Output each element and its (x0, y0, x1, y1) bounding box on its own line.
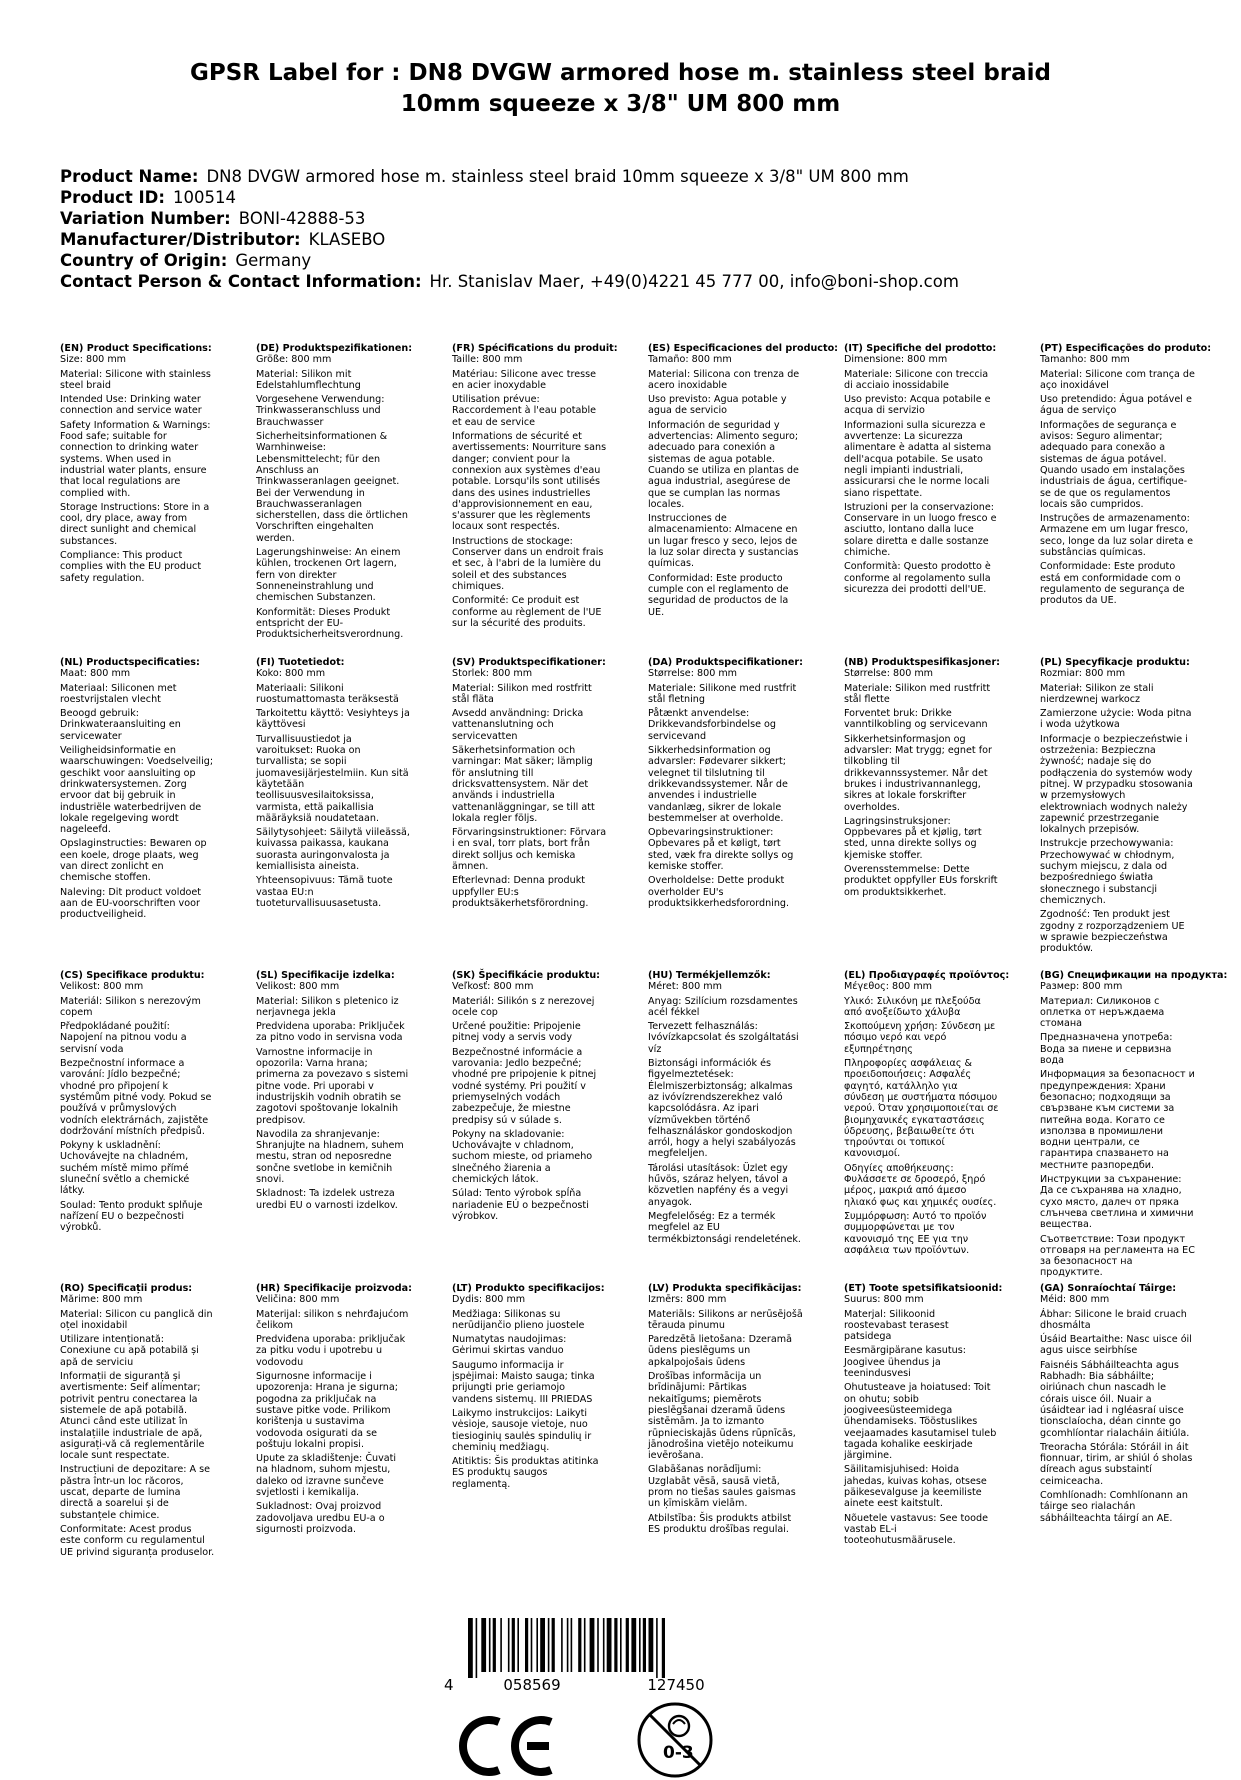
spec-line: Συμμόρφωση: Αυτό το προϊόν συμμορφώνεται με τον κανονισμό της ΕΕ για την ασφάλεια των προϊόντων. (844, 1210, 987, 1256)
spec-line: Yhteensopivuus: Tämä tuote vastaa EU:n tuoteturvallisuusasetusta. (256, 875, 393, 909)
spec-line: Conformidade: Este produto está em conformidade com o regulamento de segurança de produtos da UE. (1040, 561, 1185, 607)
spec-line: Matériau: Silicone avec tresse en acier inoxydable (452, 368, 597, 391)
barcode-bar (656, 1618, 658, 1678)
ean-barcode (440, 1614, 740, 1694)
spec-line: Οδηγίες αποθήκευσης: Φυλάσσετε σε δροσερό, ξηρό μέρος, μακριά από άμεσο ηλιακό φως και χημικές ουσίες. (844, 1162, 997, 1208)
spec-line: Instructions de stockage: Conserver dans un endroit frais et sec, à l'abri de la lumière du soleil et des substances chimiques. (452, 535, 604, 592)
spec-line: Size: 800 mm (60, 354, 127, 366)
barcode-bar (540, 1618, 545, 1672)
spec-line: Ábhar: Silicone le braid cruach dhosmálta (1040, 1308, 1187, 1331)
spec-heading: (ET) Toote spetsifikatsioonid: (844, 1283, 1003, 1294)
spec-line: Materijal: silikon s nehrđajućom čelikom (256, 1308, 409, 1331)
spec-line: Tervezett felhasználás: Ivóvízkapcsolat és szolgáltatási víz (648, 1021, 799, 1055)
barcode-bar (552, 1618, 555, 1672)
spec-block-ro (60, 1283, 215, 1561)
spec-line: Utilizare intenționată: Conexiune cu apă potabilă și apă de serviciu (60, 1334, 199, 1368)
spec-heading: (EL) Προδιαγραφές προϊόντος: (844, 970, 1010, 981)
spec-line: Размер: 800 mm (1040, 981, 1123, 993)
spec-line: Instrucciones de almacenamiento: Almacene en un lugar fresco y seco, lejos de la luz solar directa y sustancias químicas. (648, 513, 799, 570)
spec-line: Vorgesehene Verwendung: Trinkwasseranschluss und Brauchwasser (256, 394, 385, 428)
spec-line: Overensstemmelse: Dette produktet oppfyller EUs forskrift om produktsikkerhet. (844, 864, 998, 898)
spec-heading: (HU) Termékjellemzők: (648, 970, 771, 981)
spec-line: Material: Silikon s pletenico iz nerjavnega jekla (256, 995, 399, 1018)
barcode-bar (603, 1618, 605, 1672)
spec-line: Medžiaga: Silikonas su nerūdijančio plieno juostele (452, 1308, 585, 1331)
spec-line: Materiāls: Silikons ar nerūsējošā tērauda pinumu (648, 1308, 803, 1331)
spec-block-et (844, 1283, 1003, 1550)
spec-line: Konformität: Dieses Produkt entspricht der EU-Produktsicherheitsverordnung. (256, 606, 404, 641)
spec-block-pt (1040, 343, 1212, 610)
barcode-bar (468, 1618, 473, 1678)
barcode-bar (626, 1618, 629, 1672)
barcode-bar (561, 1618, 563, 1672)
spec-block-sv (452, 657, 607, 912)
spec-line: Treoracha Stórála: Stóráil in áit fionnuar, tirim, ar shiúl ó sholas díreach agus substaintí ceimiceacha. (1040, 1441, 1193, 1487)
spec-line: Izmērs: 800 mm (648, 1294, 727, 1306)
spec-heading: (NB) Produktspesifikasjoner: (844, 657, 1001, 668)
spec-line: Předpokládané použití: Napojení na pitnou vodu a servisní voda (60, 1021, 187, 1055)
spec-line: Informazioni sulla sicurezza e avvertenze: La sicurezza alimentare è adatta al sistema dell'acqua potabile. Se usato negli impianti industriali, assicurarsi che le norme locali siano rispettate. (844, 419, 992, 499)
spec-line: Navodila za shranjevanje: Shranjujte na hladnem, suhem mestu, stran od neposredne sončne svetlobe in kemičnih snovi. (256, 1128, 404, 1186)
spec-line: Efterlevnad: Denna produkt uppfyller EU:s produktsäkerhetsförordning. (452, 875, 589, 909)
spec-line: Taille: 800 mm (452, 354, 523, 366)
spec-line: Conformitate: Acest produs este conform cu regulamentul UE privind siguranța produselor. (60, 1523, 215, 1558)
spec-line: Uso previsto: Agua potable y agua de servicio (648, 394, 787, 417)
label-title (60, 58, 1181, 120)
barcode-bar (500, 1618, 502, 1672)
spec-line: Veiligheidsinformatie en waarschuwingen: Voedselveilig; geschikt voor aansluiting op drinkwatersystemen. Zorg ervoor dat bij gebruik in industriële waterbedrijven de lokale regelgeving wordt nageleefd. (60, 745, 214, 836)
spec-block-nb (844, 657, 999, 901)
spec-line: Upute za skladištenje: Čuvati na hladnom, suhom mjestu, daleko od izravne sunčeve svjetlosti i kemikalija. (256, 1453, 397, 1499)
spec-line: Материал: Силиконов с оплетка от неръждаема стомана (1040, 995, 1165, 1030)
spec-line: Súlad: Tento výrobok spĺňa nariadenie EÚ o bezpečnosti výrobkov. (452, 1188, 589, 1222)
spec-line: Säilitamisjuhised: Hoida jahedas, kuivas kohas, otsese päikesevalguse ja keemiliste ainete eest kaitstult. (844, 1464, 987, 1510)
barcode-bar (578, 1618, 581, 1672)
spec-line: Eesmärgipärane kasutus: Joogivee ühendus ja teenindusvesi (844, 1345, 966, 1380)
spec-line: Tamanho: 800 mm (1040, 354, 1130, 366)
spec-heading: (FI) Tuotetiedot: (256, 657, 345, 668)
spec-block-sk (452, 970, 607, 1225)
spec-line: Faisnéis Sábháilteachta agus Rabhadh: Bia sábháilte; oiriúnach chun nascadh le córais uisce óil. Nuair a úsáidtear iad i ngléasraí uisce tionsclaíocha, déan cinnte go gcomhlíontar rialacháin áitiúla. (1040, 1359, 1190, 1439)
barcode-bar (607, 1618, 612, 1672)
spec-line: Conformidad: Este producto cumple con el reglamento de seguridad de productos de la UE. (648, 572, 789, 618)
spec-line: Pokyny k uskladnění: Uchovávejte na chladném, suchém místě mimo přímé sluneční světlo a chemické látky. (60, 1140, 190, 1197)
spec-block-nl (60, 657, 215, 924)
spec-block-de (256, 343, 411, 643)
spec-line: Anyag: Szilícium rozsdamentes acél fékkel (648, 995, 798, 1018)
spec-line: Instrukcje przechowywania: Przechowywać w chłodnym, suchym miejscu, z dala od bezpośredniego światła słonecznego i substancji chemicznych. (1040, 838, 1175, 906)
spec-block-fi (256, 657, 411, 912)
spec-line: Soulad: Tento produkt splňuje nařízení EU o bezpečnosti výrobků. (60, 1199, 203, 1234)
spec-line: Μέγεθος: 800 mm (844, 981, 933, 993)
spec-line: Zamierzone użycie: Woda pitna i woda użytkowa (1040, 708, 1192, 731)
spec-line: Storage Instructions: Store in a cool, dry place, away from direct sunlight and chemical substances. (60, 501, 210, 547)
spec-line: Mărime: 800 mm (60, 1294, 143, 1306)
spec-line: Informații de siguranță și avertismente: Seif alimentar; potrivit pentru conectarea la sistemele de apă potabilă. Atunci când este utilizat în instalațiile industriale de apă, asigurați-vă că reglementările locale sunt respectate. (60, 1371, 205, 1462)
spec-line: Naleving: Dit product voldoet aan de EU-voorschriften voor productveiligheid. (60, 886, 202, 921)
spec-line: Compliance: This product complies with the EU product safety regulation. (60, 550, 202, 584)
spec-line: Informações de segurança e avisos: Seguro alimentar; adequado para conexão a sistemas de água potável. Quando usado em instalações industriais de água, certifique-se de que os regulamentos locais são cumpridos. (1040, 419, 1188, 510)
spec-line: Numatytas naudojimas: Gėrimui skirtas vanduo (452, 1334, 567, 1357)
spec-line: Skladnost: Ta izdelek ustreza uredbi EU o varnosti izdelkov. (256, 1188, 398, 1211)
spec-heading: (DE) Produktspezifikationen: (256, 343, 413, 354)
spec-line: Säkerhetsinformation och varningar: Mat säker; lämplig för anslutning till dricksvattensystem. När det används i industriella vattenanläggningar, se till att lokala regler följs. (452, 745, 595, 824)
spec-line: Conformità: Questo prodotto è conforme al regolamento sulla sicurezza dei prodotti dell'UE. (844, 561, 991, 595)
spec-block-cs (60, 970, 215, 1237)
barcode-bar (571, 1618, 573, 1672)
spec-line: Tárolási utasítások: Üzlet egy hűvös, száraz helyen, távol a közvetlen napfény és a vegyi anyagok. (648, 1162, 789, 1208)
spec-line: Bezpečnostní informace a varování: Jídlo bezpečné; vhodné pro připojení k systémům pitné vody. Pokud se používá v průmyslových vodních elektrárnách, zajistěte dodržování místních předpisů. (60, 1058, 212, 1137)
spec-heading: (SK) Špecifikácie produktu: (452, 970, 601, 981)
spec-line: Sikkerhedsinformation og advarsler: Fødevarer sikkert; velegnet til tilslutning til drikkevandssystemer. Når de anvendes i industrielle vandanlæg, sikrer de lokale bestemmelser at overholde. (648, 745, 788, 824)
spec-heading: (CS) Specifikace produktu: (60, 970, 205, 981)
barcode-bar (631, 1618, 636, 1672)
spec-line: Storlek: 800 mm (452, 668, 533, 680)
spec-line: Materiál: Silikon s nerezovým copem (60, 995, 201, 1018)
spec-line: Säilytysohjeet: Säilytä viileässä, kuivassa paikassa, kaukana suorasta auringonvalosta ja kemiallisista aineista. (256, 827, 410, 873)
spec-block-fr (452, 343, 618, 632)
info-product-name: Product Name: DN8 DVGW armored hose m. stainless steel braid 10mm squeeze x 3/8" UM 800 mm (60, 167, 909, 186)
spec-line: Material: Silicona con trenza de acero inoxidable (648, 368, 800, 391)
spec-block-es (648, 343, 839, 621)
barcode-bar (517, 1618, 519, 1672)
spec-line: Tamaño: 800 mm (648, 354, 732, 366)
title-line-2: 10mm squeeze x 3/8" UM 800 mm (400, 91, 841, 117)
info-product-id: Product ID: 100514 (60, 188, 236, 207)
spec-line: Biztonsági információk és figyelmeztetések: Élelmiszerbiztonság; alkalmas az ivóvízrendszerekhez való kapcsolódásra. Az ipari vízművekben történő felhasználáskor gondoskodjon arról, hogy a helyi szabályozás megfeleljen. (648, 1058, 796, 1160)
spec-line: Sukladnost: Ovaj proizvod zadovoljava uredbu EU-a o sigurnosti proizvoda. (256, 1501, 385, 1535)
barcode-bar (567, 1618, 569, 1672)
spec-line: Sicherheitsinformationen & Warnhinweise: Lebensmittelecht; für den Anschluss an Trinkwasseranlagen geeignet. Bei der Verwendung in Brauchwasseranlagen sicherstellen, dass die örtlichen Vorschriften eingehalten werden. (256, 431, 408, 544)
barcode-bar (536, 1618, 538, 1672)
barcode-bar (649, 1618, 654, 1672)
spec-line: Avsedd användning: Dricka vattenanslutning och servicevatten (452, 708, 584, 742)
spec-line: Πληροφορίες ασφάλειας & προειδοποιήσεις: Ασφαλές φαγητό, κατάλληλο για σύνδεση με συστήματα πόσιμου νερού. Όταν χρησιμοποιείται σε βιομηχανικές εγκαταστάσεις ύδρευσης, βεβαιωθείτε ότι τηρούνται οι τοπικοί κανονισμοί. (844, 1058, 999, 1160)
spec-heading: (FR) Spécifications du produit: (452, 343, 618, 354)
spec-line: Instrucțiuni de depozitare: A se păstra într-un loc răcoros, uscat, departe de lumina directă a soarelui și de substanțele chimice. (60, 1464, 211, 1521)
spec-line: Υλικό: Σιλικόνη με πλεξούδα από ανοξείδωτο χάλυβα (844, 995, 981, 1018)
spec-line: Overholdelse: Dette produkt overholder EU's produktsikkerhedsforordning. (648, 875, 790, 909)
spec-line: Koko: 800 mm (256, 668, 326, 680)
info-manufacturer: Manufacturer/Distributor: KLASEBO (60, 230, 386, 249)
spec-line: Sikkerhetsinformasjon og advarsler: Mat trygg; egnet for tilkobling til drikkevannssystemer. Når det brukes i industrivannanlegg, sikres at lokale forskrifter overholdes. (844, 733, 992, 813)
spec-line: Sigurnosne informacije i upozorenja: Hrana je sigurna; pogodna za priključak na sustave pitke vode. Prilikom korištenja u sustavima vodovoda osigurati da se poštuju lokalni propisi. (256, 1371, 398, 1450)
spec-line: Turvallisuustiedot ja varoitukset: Ruoka on turvallista; se sopii juomavesijärjestelmiin. Kun sitä käytetään teollisuusvesilaitoksissa, varmista, että paikallisia määräyksiä noudatetaan. (256, 733, 409, 824)
spec-block-hu (648, 970, 803, 1248)
spec-line: Safety Information & Warnings: Food safe; suitable for connection to drinking water systems. When used in industrial water plants, ensure that local regulations are complied with. (60, 419, 211, 499)
spec-line: Atbilstība: Šis produkts atbilst ES produktu drošības regulai. (648, 1512, 792, 1535)
spec-line: Conformité: Ce produit est conforme au règlement de l'UE sur la sécurité des produits. (452, 595, 602, 629)
spec-line: Uso pretendido: Água potável e água de serviço (1040, 394, 1192, 417)
spec-line: Информация за безопасност и предупреждения: Храни безопасно; подходящи за свързване към системи за питейна вода. Когато се използва в промишлени водни централи, се гарантира спазването на местните разпоредби. (1040, 1069, 1195, 1171)
spec-heading: (IT) Specifiche del prodotto: (844, 343, 997, 354)
spec-line: Información de seguridad y advertencias: Alimento seguro; adecuado para conexión a sistemas de agua potable. Cuando se utiliza en plantas de agua industrial, asegúrese de que se cumplan las normas locales. (648, 419, 799, 510)
spec-line: Größe: 800 mm (256, 354, 332, 366)
spec-line: Comhlíonadh: Comhlíonann an táirge seo rialachán sábháilteachta táirgí an AE. (1040, 1490, 1188, 1524)
spec-heading: (SL) Specifikacije izdelka: (256, 970, 395, 981)
spec-line: Materiale: Silikon med rustfritt stål flette (844, 682, 991, 705)
spec-line: Инструкции за съхранение: Да се съхранява на хладно, сухо място, далеч от пряка слънчева светлина и химични вещества. (1040, 1174, 1194, 1231)
barcode-bar (597, 1618, 599, 1672)
barcode-bar (614, 1618, 617, 1672)
barcode-bar (512, 1618, 515, 1672)
spec-line: Informations de sécurité et avertissements: Nourriture sans danger; convient pour la connexion aux systèmes d'eau potable. Lorsqu'ils sont utilisés dans des usines industrielles d'approvisionnement en eau, s'assurer que les règlements locaux sont respectés. (452, 431, 607, 533)
spec-line: Material: Silikon mit Edelstahlumflechtung (256, 368, 361, 391)
spec-heading: (LT) Produkto specifikacijos: (452, 1283, 605, 1294)
spec-block-en (60, 343, 215, 587)
spec-line: Rozmiar: 800 mm (1040, 668, 1126, 680)
spec-line: Beoogd gebruik: Drinkwateraansluiting en servicewater (60, 708, 181, 742)
spec-line: Pokyny na skladovanie: Uchovávajte v chladnom, suchom mieste, od priameho slnečného žiarenia a chemických látok. (452, 1128, 593, 1186)
spec-line: Materiaali: Silikoni ruostumattomasta teräksestä (256, 682, 399, 705)
spec-line: Zgodność: Ten produkt jest zgodny z rozporządzeniem UE w sprawie bezpieczeństwa produktów. (1040, 909, 1185, 955)
spec-line: Laikymo instrukcijos: Laikyti vėsioje, sausoje vietoje, nuo tiesioginių saulės spindulių ir cheminių medžiagų. (452, 1407, 592, 1453)
barcode-group-1: 058569 (503, 1676, 561, 1694)
spec-line: Úsáid Beartaithe: Nasc uisce óil agus uisce seirbhíse (1040, 1334, 1192, 1357)
spec-block-lv (648, 1283, 803, 1538)
spec-heading: (PL) Specyfikacje produktu: (1040, 657, 1190, 668)
spec-line: Suurus: 800 mm (844, 1294, 924, 1306)
barcode-bar (476, 1618, 478, 1678)
spec-line: Material: Silicon cu panglică din oțel inoxidabil (60, 1308, 213, 1331)
spec-heading: (HR) Specifikacije proizvoda: (256, 1283, 412, 1294)
spec-line: Nõuetele vastavus: See toode vastab EL-i tooteohutusmäärusele. (844, 1512, 988, 1547)
spec-heading: (EN) Product Specifications: (60, 343, 212, 354)
barcode-bar (531, 1618, 533, 1672)
spec-line: Méid: 800 mm (1040, 1294, 1110, 1306)
barcode-bar (508, 1618, 510, 1672)
spec-line: Materiał: Silikon ze stali nierdzewnej warkocz (1040, 682, 1154, 705)
spec-block-hr (256, 1283, 411, 1538)
spec-line: Opbevaringsinstruktioner: Opbevares på et køligt, tørt sted, væk fra direkte sollys og kemiske stoffer. (648, 827, 794, 873)
spec-line: Intended Use: Drinking water connection and service water (60, 394, 202, 417)
barcode-lead-digit: 4 (444, 1676, 454, 1694)
spec-heading: (NL) Productspecificaties: (60, 657, 200, 668)
spec-line: Σκοπούμενη χρήση: Σύνδεση με πόσιμο νερό και νερό εξυπηρέτησης (844, 1021, 996, 1055)
spec-block-bg (1040, 970, 1228, 1282)
spec-line: Predviđena uporaba: priključak za pitku vodu i upotrebu u vodovodu (256, 1334, 406, 1368)
barcode-bar (639, 1618, 641, 1672)
info-contact: Contact Person & Contact Information: Hr. Stanislav Maer, +49(0)4221 45 777 00, info@boni-shop.com (60, 272, 959, 291)
spec-line: Maat: 800 mm (60, 668, 131, 680)
spec-line: Atitiktis: Šis produktas atitinka ES produktų saugos reglamentą. (452, 1456, 599, 1490)
spec-line: Paredzētā lietošana: Dzeramā ūdens pieslēgums un apkalpojošais ūdens (648, 1334, 792, 1368)
spec-line: Съответствие: Този продукт отговаря на регламента на ЕС за безопасност на продуктите. (1040, 1233, 1195, 1279)
barcode-bar (643, 1618, 646, 1672)
barcode-bars (468, 1618, 665, 1678)
barcode-bar (525, 1618, 528, 1672)
spec-line: Størrelse: 800 mm (844, 668, 934, 680)
spec-heading: (LV) Produkta specifikācijas: (648, 1283, 802, 1294)
spec-line: Predvidena uporaba: Priključek za pitno vodo in servisna voda (256, 1021, 405, 1044)
spec-line: Materiál: Silikón s z nerezovej ocele cop (452, 995, 595, 1018)
spec-line: Instruções de armazenamento: Armazene em um lugar fresco, seco, longe da luz solar direta e substâncias químicas. (1040, 513, 1194, 559)
info-variation-number: Variation Number: BONI-42888-53 (60, 209, 366, 228)
spec-block-lt (452, 1283, 607, 1493)
spec-line: Forventet bruk: Drikke vanntilkobling og servicevann (844, 708, 988, 731)
age-warning-icon (635, 1700, 715, 1780)
info-country-of-origin: Country of Origin: Germany (60, 251, 312, 270)
spec-line: Påtænkt anvendelse: Drikkevandsforbindelse og servicevand (648, 708, 776, 742)
spec-line: Veličina: 800 mm (256, 1294, 340, 1306)
spec-heading: (GA) Sonraíochtaí Táirge: (1040, 1283, 1177, 1294)
spec-line: Material: Silicone with stainless steel braid (60, 368, 211, 391)
age-label: 0-3 (663, 1743, 694, 1763)
spec-block-el (844, 970, 1010, 1259)
spec-heading: (PT) Especificações do produto: (1040, 343, 1212, 354)
barcode-bar (548, 1618, 550, 1672)
spec-line: Ohutusteave ja hoiatused: Toit on ohutu; sobib joogiveesüsteemidega ühendamiseks. Tööstuslikes veejaamades kasutamisel tuleb tagada kohalike eeskirjade järgimine. (844, 1382, 997, 1462)
spec-line: Megfelelőség: Ez a termék megfelel az EU termékbiztonsági rendeletének. (648, 1210, 801, 1245)
spec-line: Materiale: Silikone med rustfrit stål fletning (648, 682, 797, 705)
barcode-bar (620, 1618, 622, 1672)
spec-line: Material: Silikon med rostfritt stål fläta (452, 682, 592, 705)
spec-line: Lagerungshinweise: An einem kühlen, trockenen Ort lagern, fern von direkter Sonneneinstrahlung und chemischen Substanzen. (256, 547, 401, 604)
spec-line: Bezpečnostné informácie a varovania: Jedlo bezpečné; vhodné pre pripojenie k pitnej vodné systémy. Pri použití v priemyselných vodách zabezpečuje, že miestne predpisy sú v súlade s. (452, 1046, 597, 1126)
spec-block-sl (256, 970, 411, 1214)
spec-line: Velikost: 800 mm (256, 981, 340, 993)
barcode-bar (584, 1618, 586, 1672)
spec-heading: (BG) Спецификации на продукта: (1040, 970, 1228, 981)
title-line-1: GPSR Label for : DN8 DVGW armored hose m. stainless steel braid (189, 60, 1052, 86)
spec-line: Størrelse: 800 mm (648, 668, 738, 680)
ce-mark-icon (455, 1714, 565, 1778)
barcode-bar (662, 1618, 665, 1678)
spec-line: Dydis: 800 mm (452, 1294, 526, 1306)
spec-line: Material: Silicone com trança de aço inoxidável (1040, 368, 1195, 391)
spec-line: Saugumo informacija ir įspėjimai: Maisto sauga; tinka prijungti prie geriamojo vandens sistemų. III PRIEDAS (452, 1359, 595, 1405)
spec-line: Предназначена употреба: Вода за пиене и сервизна вода (1040, 1032, 1173, 1067)
spec-line: Dimensione: 800 mm (844, 354, 948, 366)
spec-line: Tarkoitettu käyttö: Vesiyhteys ja käyttövesi (256, 708, 410, 731)
spec-line: Uso previsto: Acqua potabile e acqua di servizio (844, 394, 991, 417)
spec-line: Materiale: Silicone con treccia di acciaio inossidabile (844, 368, 989, 391)
spec-block-it (844, 343, 999, 598)
spec-line: Opslaginstructies: Bewaren op een koele, droge plaats, weg van direct zonlicht en chemische stoffen. (60, 838, 207, 884)
spec-line: Veľkosť: 800 mm (452, 981, 534, 993)
spec-heading: (DA) Produktspecifikationer: (648, 657, 803, 668)
spec-line: Určené použitie: Pripojenie pitnej vody a servis vody (452, 1021, 581, 1044)
spec-line: Drošības informācija un brīdinājumi: Pārtikas nekaitīgums; piemērots pieslēgšanai dzeramā ūdens sistēmām. Ja to izmanto rūpnieciskajās ūdens rūpnīcās, jānodrošina vietējo noteikumu ievērošana. (648, 1371, 796, 1462)
spec-block-ga (1040, 1283, 1195, 1527)
spec-line: Varnostne informacije in opozorila: Varna hrana; primerna za povezavo s sistemi pitne vode. Pri uporabi v industrijskih vodnih obratih se zagotovi spoštovanje lokalnih predpisov. (256, 1046, 409, 1126)
spec-line: Informacje o bezpieczeństwie i ostrzeżenia: Bezpieczna żywność; nadaje się do podłączenia do systemów wody pitnej. W przypadku stosowania w przemysłowych elektrowniach wodnych należy zapewnić przestrzeganie lokalnych przepisów. (1040, 733, 1193, 836)
spec-heading: (SV) Produktspecifikationer: (452, 657, 606, 668)
spec-line: Glabāšanas norādījumi: Uzglabāt vēsā, sausā vietā, prom no tiešas saules gaismas un ķīmiskām vielām. (648, 1464, 796, 1510)
spec-line: Materjal: Silikoonid roostevabast terasest patsidega (844, 1308, 949, 1343)
spec-line: Lagringsinstruksjoner: Oppbevares på et kjølig, tørt sted, unna direkte sollys og kjemiske stoffer. (844, 815, 982, 861)
spec-line: Förvaringsinstruktioner: Förvara i en sval, torr plats, bort från direkt solljus och kemiska ämnen. (452, 827, 607, 873)
spec-block-pl (1040, 657, 1195, 957)
barcode-bar (481, 1618, 486, 1672)
barcode-bar (489, 1618, 491, 1672)
spec-line: Méret: 800 mm (648, 981, 722, 993)
spec-line: Materiaal: Siliconen met roestvrijstalen vlecht (60, 682, 177, 705)
spec-line: Istruzioni per la conservazione: Conservare in un luogo fresco e asciutto, lontano dalla luce solare diretta e dalle sostanze chimiche. (844, 501, 997, 559)
spec-line: Velikost: 800 mm (60, 981, 144, 993)
spec-heading: (ES) Especificaciones del producto: (648, 343, 839, 354)
barcode-group-2: 127450 (647, 1676, 705, 1694)
product-info (60, 166, 1190, 292)
spec-line: Utilisation prévue: Raccordement à l'eau potable et eau de service (452, 394, 597, 428)
spec-block-da (648, 657, 803, 912)
barcode-bar (590, 1618, 595, 1672)
barcode-bar (493, 1618, 496, 1672)
spec-heading: (RO) Specificații produs: (60, 1283, 193, 1294)
